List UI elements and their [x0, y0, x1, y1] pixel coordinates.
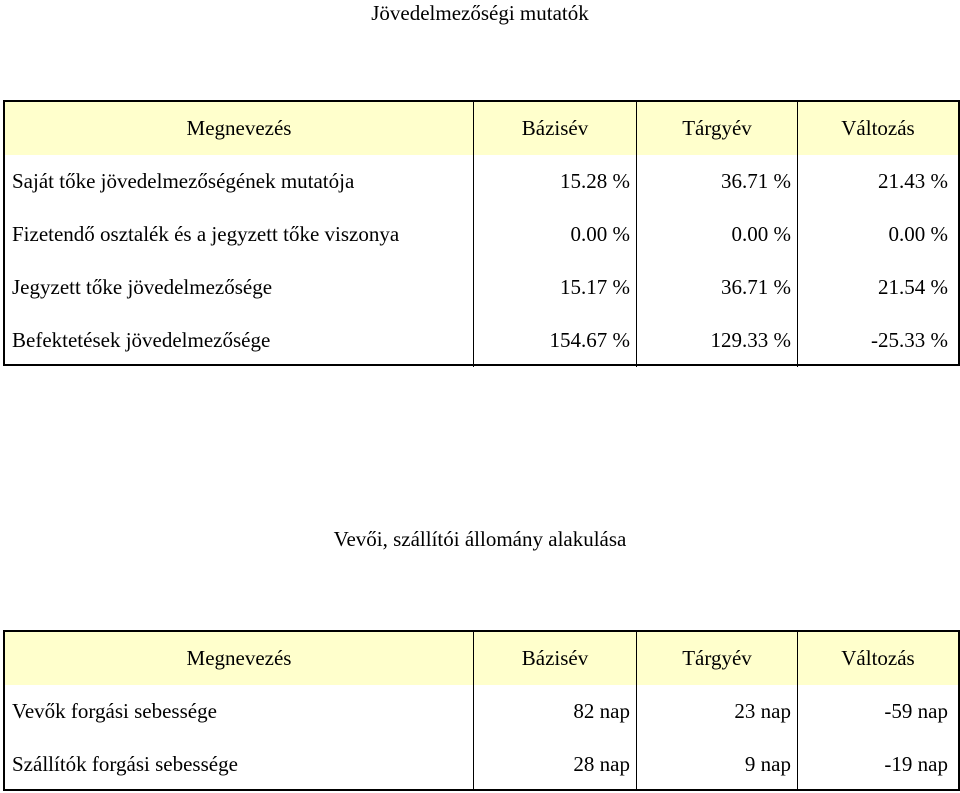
row-base-value: 28 nap: [474, 738, 637, 791]
row-change-value: -25.33 %: [871, 328, 948, 352]
row-change-value: 21.54 %: [878, 275, 948, 299]
row-current-value: 23 nap: [637, 685, 798, 738]
header-base-year: Bázisév: [474, 632, 637, 685]
row-change-value: 21.43 %: [878, 169, 948, 193]
row-current-value: 9 nap: [637, 738, 798, 791]
header-name: Megnevezés: [5, 102, 474, 155]
row-change-value: 0.00 %: [888, 222, 948, 246]
table-row: [5, 155, 958, 208]
header-current-year: Tárgyév: [637, 102, 798, 155]
table-header-row: [5, 632, 958, 685]
table-row: [5, 261, 958, 314]
row-name: Jegyzett tőke jövedelmezősége: [5, 261, 474, 314]
row-base-value: 154.67 %: [474, 314, 637, 367]
receivables-payables-section-title: Vevői, szállítói állomány alakulása: [333, 527, 627, 551]
row-current-value: 36.71 %: [637, 155, 798, 208]
row-change-value: -59 nap: [884, 699, 948, 723]
row-current-value: 0.00 %: [637, 208, 798, 261]
header-change: Változás: [841, 116, 915, 140]
row-base-value: 15.17 %: [474, 261, 637, 314]
header-current-year: Tárgyév: [637, 632, 798, 685]
header-name: Megnevezés: [5, 632, 474, 685]
row-base-value: 82 nap: [474, 685, 637, 738]
row-name: Befektetések jövedelmezősége: [5, 314, 474, 367]
header-change: Változás: [841, 646, 915, 670]
header-base-year: Bázisév: [474, 102, 637, 155]
table-row: [5, 314, 958, 367]
row-current-value: 36.71 %: [637, 261, 798, 314]
row-base-value: 0.00 %: [474, 208, 637, 261]
table-header-row: [5, 102, 958, 155]
row-name: Vevők forgási sebessége: [5, 685, 474, 738]
row-name: Fizetendő osztalék és a jegyzett tőke viszonya: [5, 208, 474, 261]
table-row: [5, 738, 958, 791]
table-row: [5, 208, 958, 261]
row-name: Saját tőke jövedelmezőségének mutatója: [5, 155, 474, 208]
profitability-section-title: Jövedelmezőségi mutatók: [371, 1, 589, 25]
row-change-value: -19 nap: [884, 752, 948, 776]
row-current-value: 129.33 %: [637, 314, 798, 367]
row-base-value: 15.28 %: [474, 155, 637, 208]
receivables-payables-table: [3, 630, 960, 791]
profitability-table: [3, 100, 960, 366]
row-name: Szállítók forgási sebessége: [5, 738, 474, 791]
table-row: [5, 685, 958, 738]
